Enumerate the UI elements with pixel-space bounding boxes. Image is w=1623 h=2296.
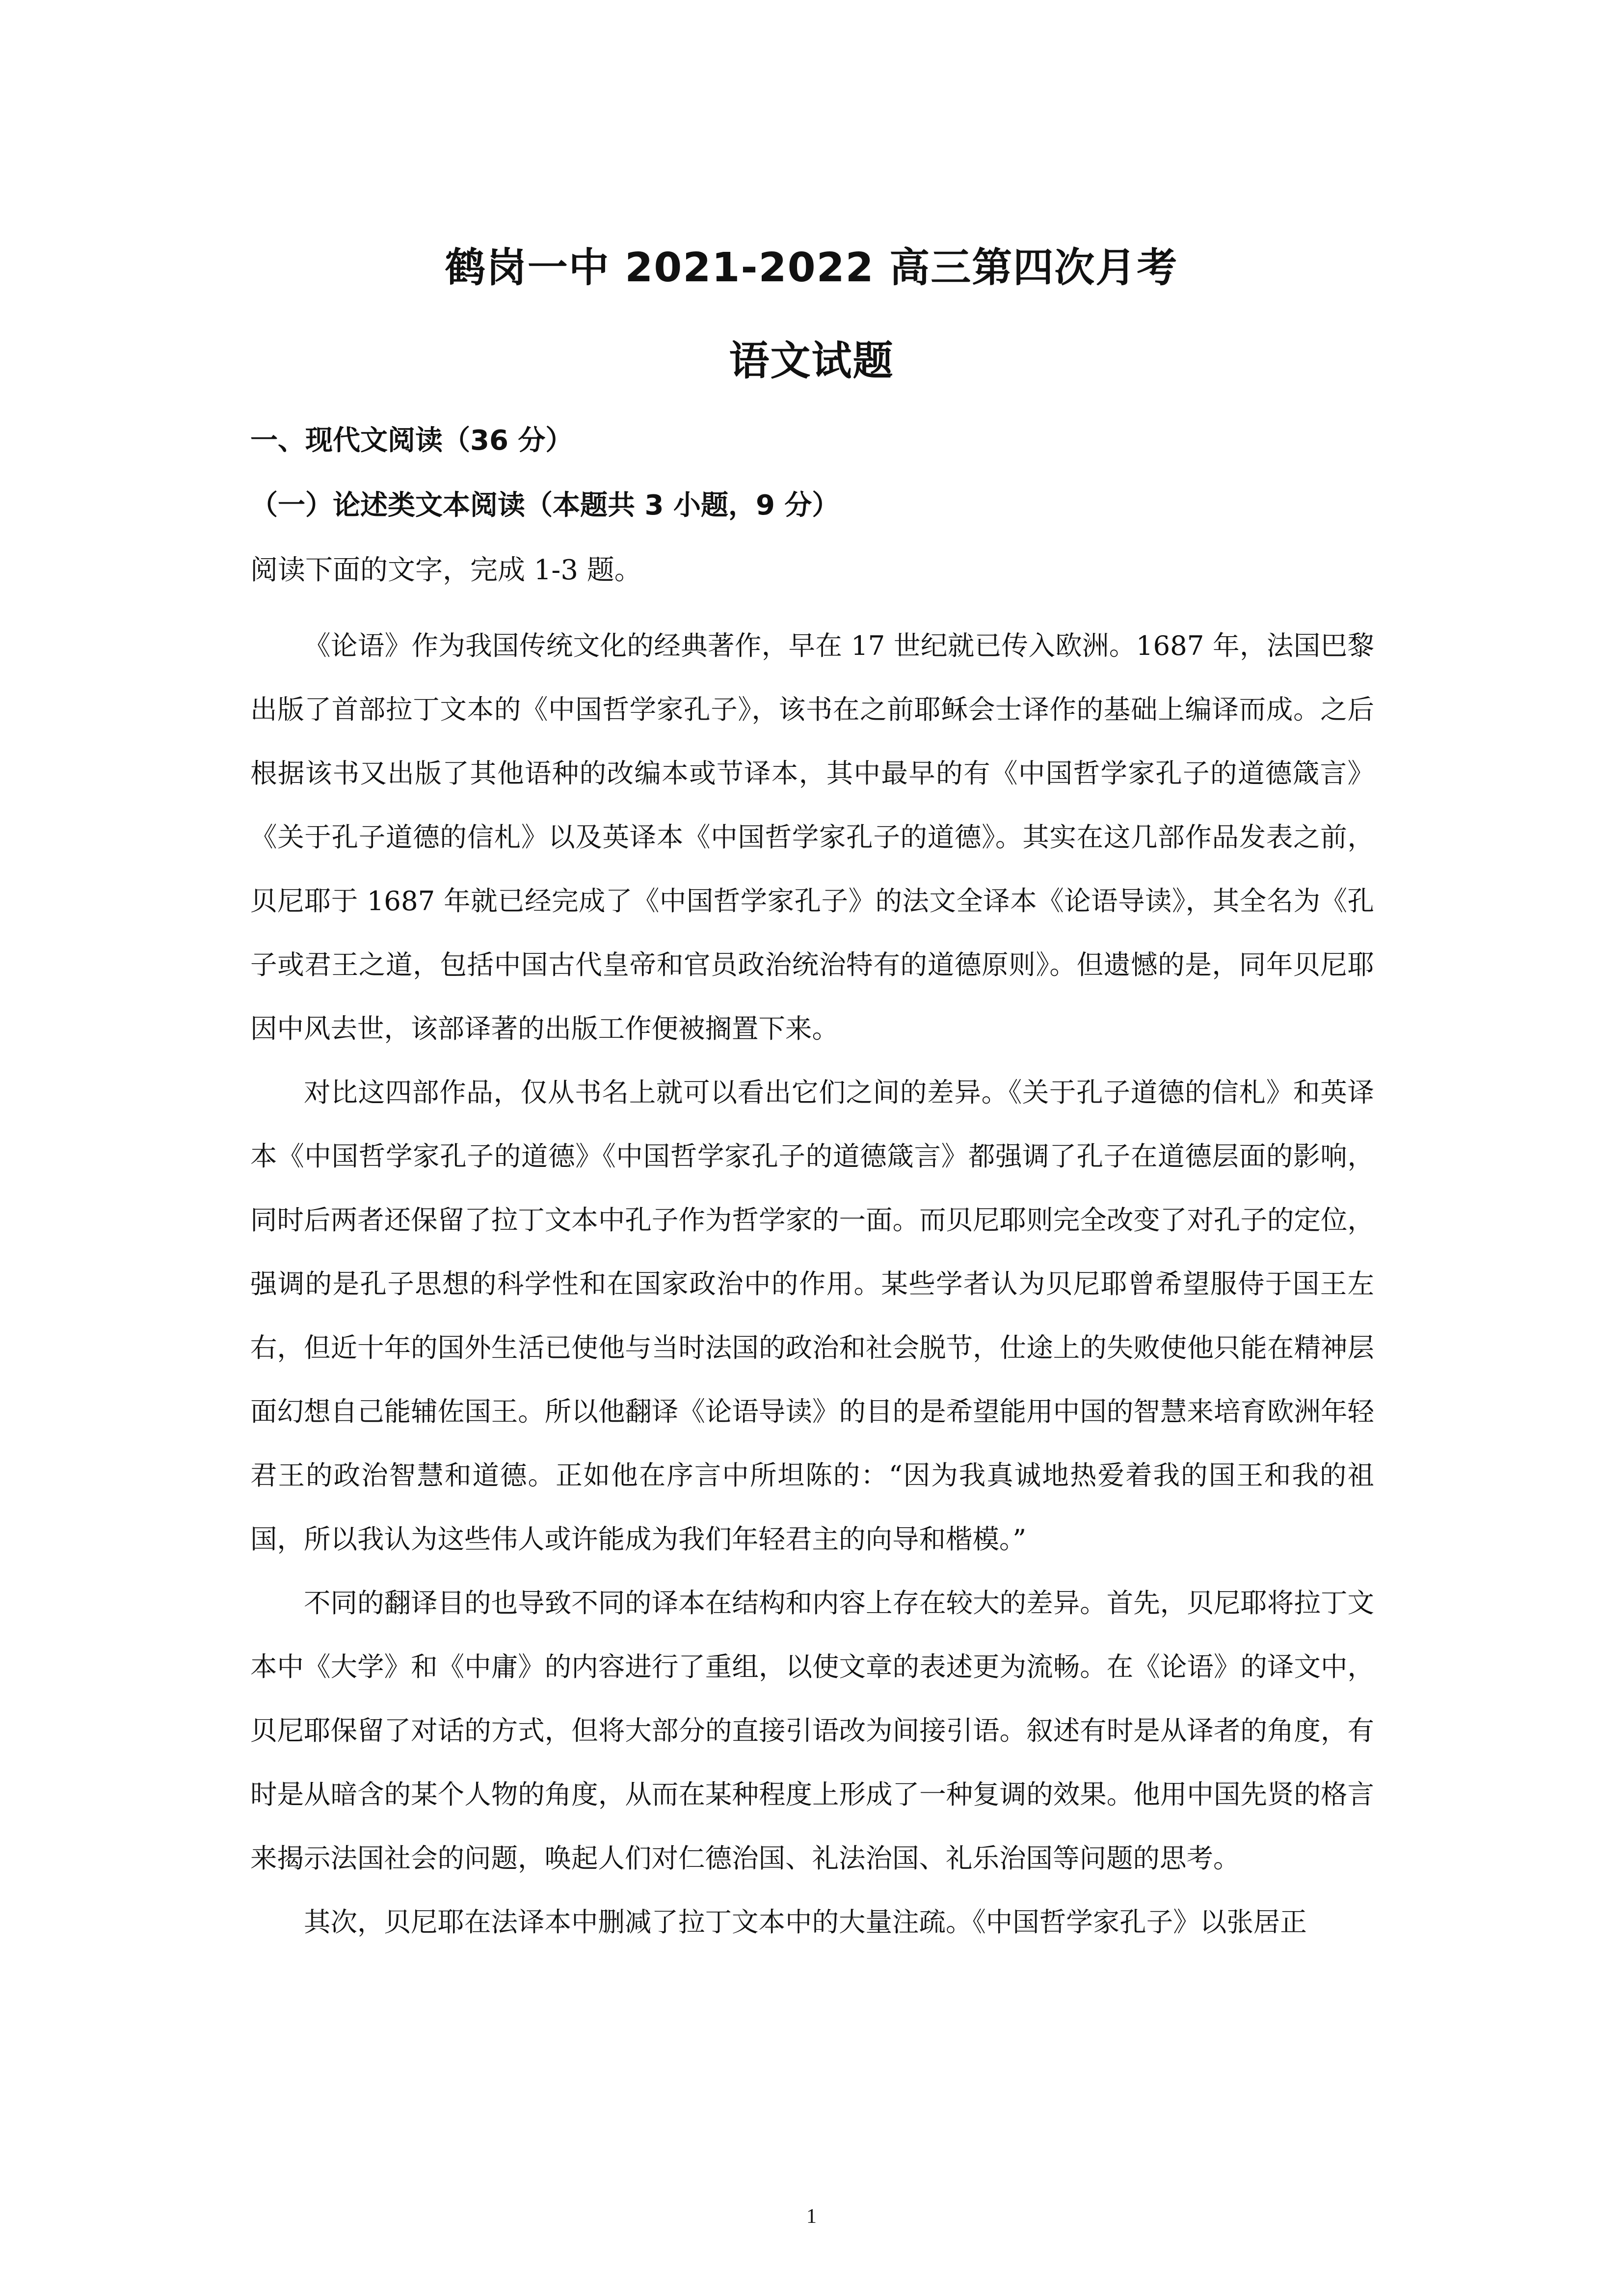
passage-paragraph-1: 《论语》作为我国传统文化的经典著作，早在 17 世纪就已传入欧洲。1687 年，法国巴黎出版了首部拉丁文本的《中国哲学家孔子》，该书在之前耶稣会士译作的基础上编译而成。之后根据该书又出版了其他语种的改编本或节译本，其中最早的有《中国哲学家孔子的道德箴言》《关于孔子道德的信札》以及英译本《中国哲学家孔子的道德》。其实在这几部作品发表之前，贝尼耶于 1687 年就已经完成了《中国哲学家孔子》的法文全译本《论语导读》，其全名为《孔子或君王之道，包括中国古代皇帝和官员政治统治特有的道德原则》。但遗憾的是，同年贝尼耶因中风去世，该部译著的出版工作便被搁置下来。 <box>250 630 1374 1044</box>
passage-paragraph-4: 其次，贝尼耶在法译本中删减了拉丁文本中的大量注疏。《中国哲学家孔子》以张居正 <box>304 1906 1307 1938</box>
document-title: 鹤岗一中 2021-2022 高三第四次月考 <box>445 244 1178 291</box>
passage-body <box>250 614 1374 1954</box>
passage-paragraph-2: 对比这四部作品，仅从书名上就可以看出它们之间的差异。《关于孔子道德的信札》和英译本《中国哲学家孔子的道德》《中国哲学家孔子的道德箴言》都强调了孔子在道德层面的影响，同时后两者还保留了拉丁文本中孔子作为哲学家的一面。而贝尼耶则完全改变了对孔子的定位，强调的是孔子思想的科学性和在国家政治中的作用。某些学者认为贝尼耶曾希望服侍于国王左右，但近十年的国外生活已使他与当时法国的政治和社会脱节，仕途上的失败使他只能在精神层面幻想自己能辅佐国王。所以他翻译《论语导读》的目的是希望能用中国的智慧来培育欧洲年轻君王的政治智慧和道德。正如他在序言中所坦陈的：“因为我真诚地热爱着我的国王和我的祖国，所以我认为这些伟人或许能成为我们年轻君主的向导和楷模。” <box>250 1077 1374 1555</box>
page-number: 1 <box>806 2205 817 2228</box>
section-heading: 一、现代文阅读（36 分） <box>250 425 573 457</box>
document-subtitle: 语文试题 <box>729 338 894 384</box>
passage-paragraph-3: 不同的翻译目的也导致不同的译本在结构和内容上存在较大的差异。首先，贝尼耶将拉丁文本中《大学》和《中庸》的内容进行了重组，以使文章的表述更为流畅。在《论语》的译文中，贝尼耶保留了对话的方式，但将大部分的直接引语改为间接引语。叙述有时是从译者的角度，有时是从暗含的某个人物的角度，从而在某种程度上形成了一种复调的效果。他用中国先贤的格言来揭示法国社会的问题，唤起人们对仁德治国、礼法治国、礼乐治国等问题的思考。 <box>250 1587 1374 1874</box>
subsection-heading: （一）论述类文本阅读（本题共 3 小题，9 分） <box>250 489 840 521</box>
reading-instruction: 阅读下面的文字，完成 1-3 题。 <box>250 554 642 586</box>
